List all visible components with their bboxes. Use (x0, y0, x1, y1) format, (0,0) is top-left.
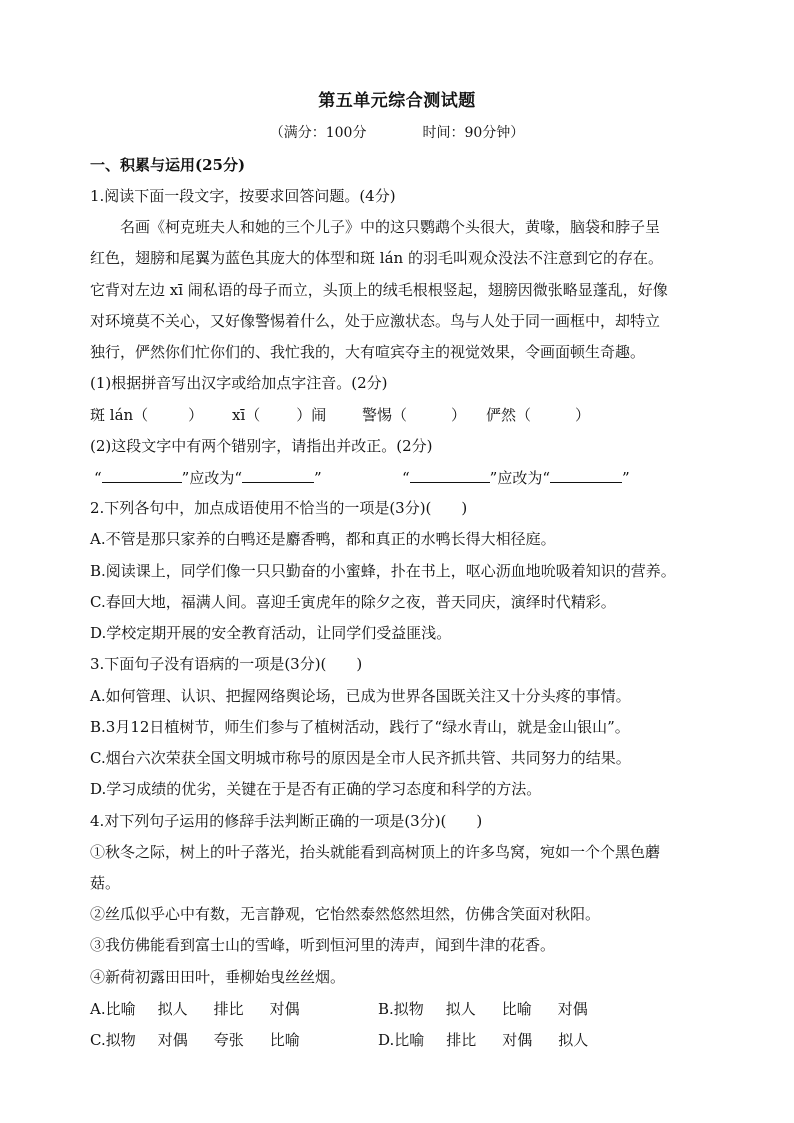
passage-line: 名画《柯克班夫人和她的三个儿子》中的这只鹦鹉个头很大，黄喙，脑袋和脖子呈 (120, 218, 661, 236)
pinyin-item: 斑 lán（ ） (90, 406, 204, 424)
sentence-item: ④新荷初露田田叶，垂柳始曳丝丝烟。 (90, 968, 346, 986)
answer-blank[interactable] (550, 468, 622, 483)
passage-line: 独行，俨然你们忙你们的、我忙我的，大有喧宾夺主的视觉效果，令画面顿生奇趣。 (90, 343, 646, 361)
option-c: C.拟物 对偶 夸张 比喻 (90, 1031, 300, 1049)
correction-line: “ ”应改为“ ” (402, 469, 630, 487)
sentence-item: 菇。 (90, 874, 121, 892)
option-b: B.阅读课上，同学们像一只只勤奋的小蜜蜂，扑在书上，呕心沥血地吮吸着知识的营养。 (90, 562, 676, 580)
option-b: B.3月12日植树节，师生们参与了植树活动，践行了“绿水青山，就是金山银山”。 (90, 718, 630, 736)
page-title: 第五单元综合测试题 (318, 91, 476, 111)
option-c: C.烟台六次荣获全国文明城市称号的原因是全市人民齐抓共管、共同努力的结果。 (90, 749, 631, 767)
pinyin-item: 警惕（ ） (362, 406, 467, 424)
question-1-part-2: (2)这段文字中有两个错别字，请指出并改正。(2分) (90, 437, 433, 455)
option-b: B.拟物 拟人 比喻 对偶 (378, 1000, 588, 1018)
pinyin-item: 俨然（ ） (486, 406, 591, 424)
question-3-stem: 3.下面句子没有语病的一项是(3分)( ) (90, 655, 363, 673)
question-1-part-1: (1)根据拼音写出汉字或给加点字注音。(2分) (90, 374, 388, 392)
option-a: A.不管是那只家养的白鸭还是麝香鸭，都和真正的水鸭长得大相径庭。 (90, 530, 556, 548)
pinyin-item: xī（ ）闹 (232, 406, 327, 424)
correction-line: “ ”应改为“ ” (94, 469, 322, 487)
option-d: D.学习成绩的优劣，关键在于是否有正确的学习态度和科学的方法。 (90, 780, 542, 798)
passage-line: 它背对左边 xī 闹私语的母子而立，头顶上的绒毛根根竖起，翅膀因微张略显蓬乱，好像 (90, 281, 668, 299)
answer-blank[interactable] (102, 468, 182, 483)
question-4-stem: 4.对下列句子运用的修辞手法判断正确的一项是(3分)( ) (90, 812, 483, 830)
option-a: A.比喻 拟人 排比 对偶 (90, 1000, 300, 1018)
question-1-stem: 1.阅读下面一段文字，按要求回答问题。(4分) (90, 187, 396, 205)
passage-line: 对环境莫不关心，又好像警惕着什么，处于应激状态。鸟与人处于同一画框中，却特立 (90, 312, 661, 330)
option-d: D.学校定期开展的安全教育活动，让同学们受益匪浅。 (90, 624, 452, 642)
answer-blank[interactable] (242, 468, 314, 483)
answer-blank[interactable] (410, 468, 490, 483)
sentence-item: ②丝瓜似乎心中有数，无言静观，它怡然泰然悠然坦然，仿佛含笑面对秋阳。 (90, 905, 601, 923)
time-limit: 时间：90分钟） (422, 125, 525, 141)
full-score: （满分：100分 (269, 125, 367, 141)
section-heading: 一、积累与运用(25分) (90, 156, 246, 174)
option-c: C.春回大地，福满人间。喜迎壬寅虎年的除夕之夜，普天同庆，演绎时代精彩。 (90, 593, 616, 611)
exam-info (0, 122, 794, 142)
option-d: D.比喻 排比 对偶 拟人 (378, 1031, 589, 1049)
question-2-stem: 2.下列各句中，加点成语使用不恰当的一项是(3分)( ) (90, 499, 468, 517)
sentence-item: ①秋冬之际，树上的叶子落光，抬头就能看到高树顶上的许多鸟窝，宛如一个个黑色蘑 (90, 843, 661, 861)
sentence-item: ③我仿佛能看到富士山的雪峰，听到恒河里的涛声，闻到牛津的花香。 (90, 936, 556, 954)
option-a: A.如何管理、认识、把握网络舆论场，已成为世界各国既关注又十分头疼的事情。 (90, 687, 631, 705)
passage-line: 红色，翅膀和尾翼为蓝色其庞大的体型和斑 lán 的羽毛叫观众没法不注意到它的存在。 (90, 249, 663, 267)
